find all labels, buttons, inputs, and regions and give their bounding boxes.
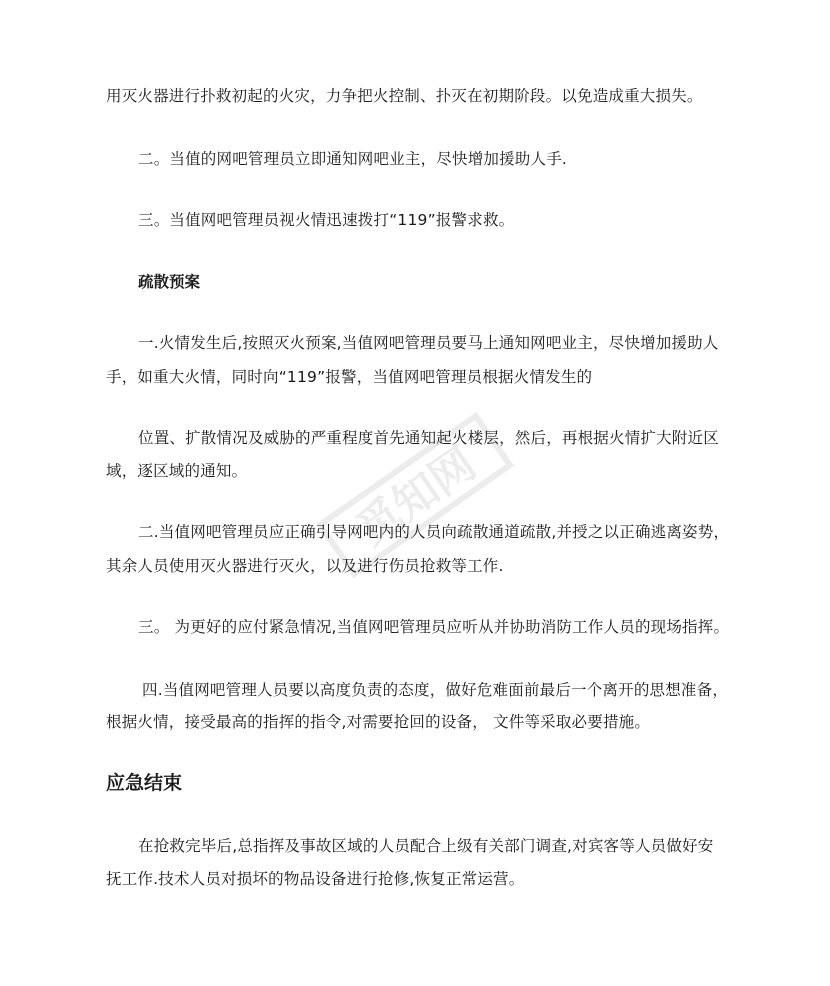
emergency-end-heading: 应急结束 — [106, 772, 183, 794]
text-line: 其余人员使用灭火器进行灭火，以及进行伤员抢救等工作. — [106, 557, 504, 575]
text-line: 二.当值网吧管理员应正确引导网吧内的人员向疏散通道疏散,并授之以正确逃离姿势， — [138, 523, 730, 541]
text-line: 三。 为更好的应付紧急情况,当值网吧管理员应听从并协助消防工作人员的现场指挥。 — [138, 618, 730, 636]
text-line: 一.火情发生后,按照灭火预案,当值网吧管理员要马上通知网吧业主，尽快增加援助人 — [138, 334, 719, 352]
text-line: 域，逐区域的通知。 — [106, 462, 248, 480]
text-line: 抚工作.技术人员对损坏的物品设备进行抢修,恢复正常运营。 — [106, 870, 525, 888]
evacuation-heading: 疏散预案 — [138, 273, 201, 291]
text-line: 根据火情，接受最高的指挥的指令,对需要抢回的设备， 文件等采取必要措施。 — [106, 713, 651, 731]
text-line: 四.当值网吧管理人员要以高度负责的态度，做好危难面前最后一个离开的思想准备， — [142, 681, 729, 699]
text-line: 位置、扩散情况及威胁的严重程度首先通知起火楼层，然后，再根据火情扩大附近区 — [138, 429, 719, 447]
text-line: 手，如重大火情，同时向“119”报警，当值网吧管理员根据火情发生的 — [106, 368, 593, 386]
text-line: 用灭火器进行扑救初起的火灾，力争把火控制、扑灭在初期阶段。以免造成重大损失。 — [106, 87, 703, 105]
watermark-text: 觅知网 — [347, 438, 486, 556]
text-line: 在抢救完毕后,总指挥及事故区域的人员配合上级有关部门调查,对宾客等人员做好安 — [138, 837, 714, 855]
text-line: 二。当值的网吧管理员立即通知网吧业主，尽快增加援助人手. — [138, 150, 568, 168]
text-line: 三。当值网吧管理员视火情迅速拨打“119”报警求救。 — [138, 211, 515, 229]
